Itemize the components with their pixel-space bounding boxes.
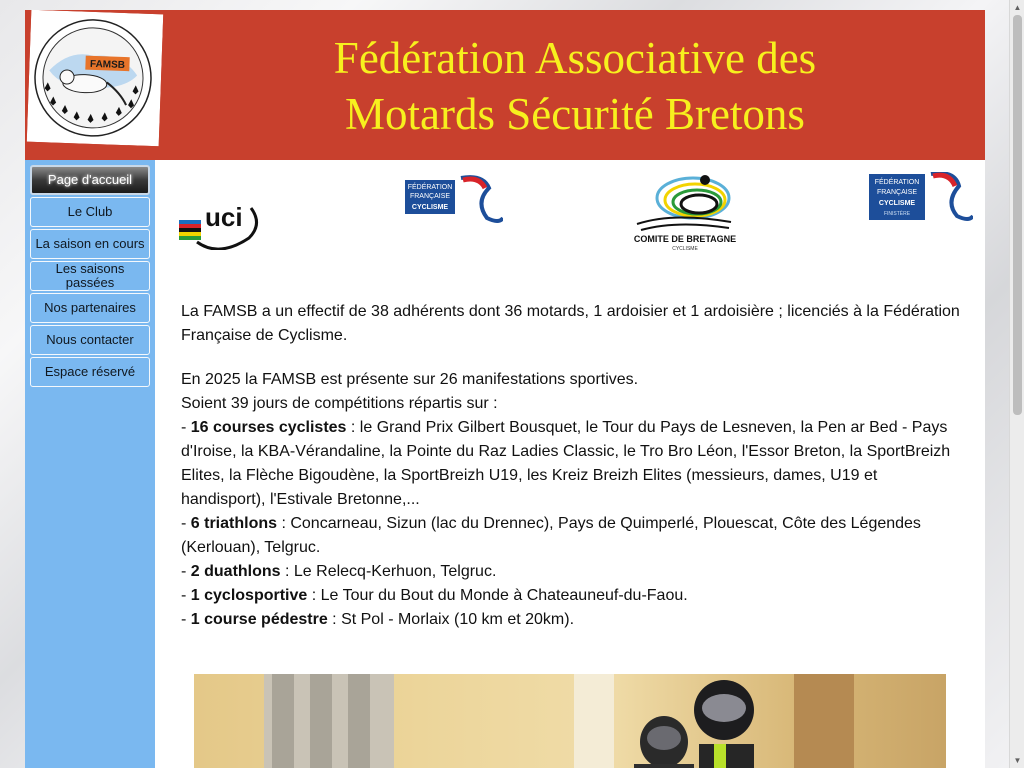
- uci-logo[interactable]: [179, 198, 261, 250]
- nav-item-home[interactable]: Page d'accueil: [30, 165, 150, 195]
- nav-item-partners[interactable]: Nos partenaires: [30, 293, 150, 323]
- event-item-duathlon: - 2 duathlons : Le Relecq-Kerhuon, Telgruc.: [181, 563, 497, 580]
- event-detail: : St Pol - Morlaix (10 km et 20km).: [327, 611, 575, 628]
- intro-paragraph: La FAMSB a un effectif de 38 adhérents dont 36 motards, 1 ardoisier et 1 ardoisière ; licenciés à la Fédération Française de Cyclisme.: [181, 303, 960, 344]
- event-detail: : Le Relecq-Kerhuon, Telgruc.: [280, 563, 497, 580]
- nav-item-club[interactable]: Le Club: [30, 197, 150, 227]
- motorcyclists-photo: [194, 674, 946, 768]
- svg-text:FÉDÉRATION: FÉDÉRATION: [407, 184, 453, 191]
- svg-text:COMITE DE BRETAGNE: COMITE DE BRETAGNE: [633, 234, 737, 244]
- event-detail: : le Grand Prix Gilbert Bousquet, le Tour du Pays de Lesneven, la Pen ar Bed - Pays d'Iroise, la KBA-Vérandaline, la Pointe du Raz Ladies Classic, le Tro Bro Léon, l'Essor Breton, la SportBreizh Elites, la Flèche Bigoudène, la SportBreizh U19, les Kreiz Breizh Elites (messieurs, dames, U19 et handisport), l'Estivale Bretonne,...: [181, 419, 951, 508]
- event-count: 16 courses cyclistes: [190, 419, 347, 436]
- event-item-running: - 1 course pédestre : St Pol - Morlaix (10 km et 20km).: [181, 611, 575, 628]
- scroll-down-icon[interactable]: ▼: [1013, 756, 1022, 765]
- event-item-triathlon: - 6 triathlons : Concarneau, Sizun (lac du Drennec), Pays de Quimperlé, Plouescat, Côte des Légendes (Kerlouan), Telgruc.: [181, 515, 921, 556]
- site-title: [205, 30, 945, 142]
- svg-text:FRANÇAISE: FRANÇAISE: [409, 193, 451, 200]
- site-header: [25, 10, 985, 160]
- site-title-line1: Fédération Associative des: [333, 33, 817, 83]
- ffc-finistere-logo[interactable]: [869, 172, 973, 224]
- event-detail: : Concarneau, Sizun (lac du Drennec), Pays de Quimperlé, Plouescat, Côte des Légendes (Kerlouan), Telgruc.: [181, 515, 921, 556]
- nav-item-contact[interactable]: Nous contacter: [30, 325, 150, 355]
- photo-illustration: [194, 674, 946, 768]
- vertical-scrollbar[interactable]: [1009, 0, 1024, 768]
- nav-item-past-seasons[interactable]: Les saisons passées: [30, 261, 150, 291]
- scrollbar-thumb[interactable]: [1013, 15, 1022, 415]
- event-count: 1 course pédestre: [190, 611, 328, 628]
- event-item-cyclosportive: - 1 cyclosportive : Le Tour du Bout du Monde à Chateauneuf-du-Faou.: [181, 587, 688, 604]
- sidebar-nav: [25, 160, 155, 768]
- comite-bretagne-logo[interactable]: [633, 170, 737, 252]
- famsb-logo[interactable]: [27, 10, 164, 147]
- event-item-cycling: - 16 courses cyclistes : le Grand Prix Gilbert Bousquet, le Tour du Pays de Lesneven, la Pen ar Bed - Pays d'Iroise, la KBA-Vérandaline, la Pointe du Raz Ladies Classic, le Tro Bro Léon, l'Essor Breton, la SportBreizh Elites, la Flèche Bigoudène, la SportBreizh U19, les Kreiz Breizh Elites (messieurs, dames, U19 et handisport), l'Estivale Bretonne,...: [181, 419, 951, 508]
- event-count: 6 triathlons: [190, 515, 278, 532]
- season-paragraph: [181, 368, 961, 632]
- svg-text:uci: uci: [205, 202, 243, 232]
- nav-item-current-season[interactable]: La saison en cours: [30, 229, 150, 259]
- page-container: [25, 10, 985, 768]
- site-title-line2: Motards Sécurité Bretons: [345, 89, 805, 139]
- svg-text:FINISTÈRE: FINISTÈRE: [883, 211, 911, 217]
- ffc-logo[interactable]: [405, 174, 503, 226]
- svg-text:CYCLISME: CYCLISME: [411, 204, 449, 211]
- svg-text:CYCLISME: CYCLISME: [672, 246, 698, 252]
- svg-text:CYCLISME: CYCLISME: [878, 200, 916, 207]
- season-line-1: En 2025 la FAMSB est présente sur 26 manifestations sportives.: [181, 371, 639, 388]
- svg-text:FRANÇAISE: FRANÇAISE: [876, 189, 918, 196]
- event-count: 2 duathlons: [190, 563, 281, 580]
- main-content: [155, 160, 985, 768]
- svg-text:FAMSB: FAMSB: [89, 58, 126, 72]
- nav-item-reserved[interactable]: Espace réservé: [30, 357, 150, 387]
- svg-text:FÉDÉRATION: FÉDÉRATION: [874, 179, 920, 186]
- event-count: 1 cyclosportive: [190, 587, 308, 604]
- scroll-up-icon[interactable]: ▲: [1013, 3, 1022, 12]
- season-line-2: Soient 39 jours de compétitions répartis sur :: [181, 395, 498, 412]
- event-detail: : Le Tour du Bout du Monde à Chateauneuf-du-Faou.: [307, 587, 688, 604]
